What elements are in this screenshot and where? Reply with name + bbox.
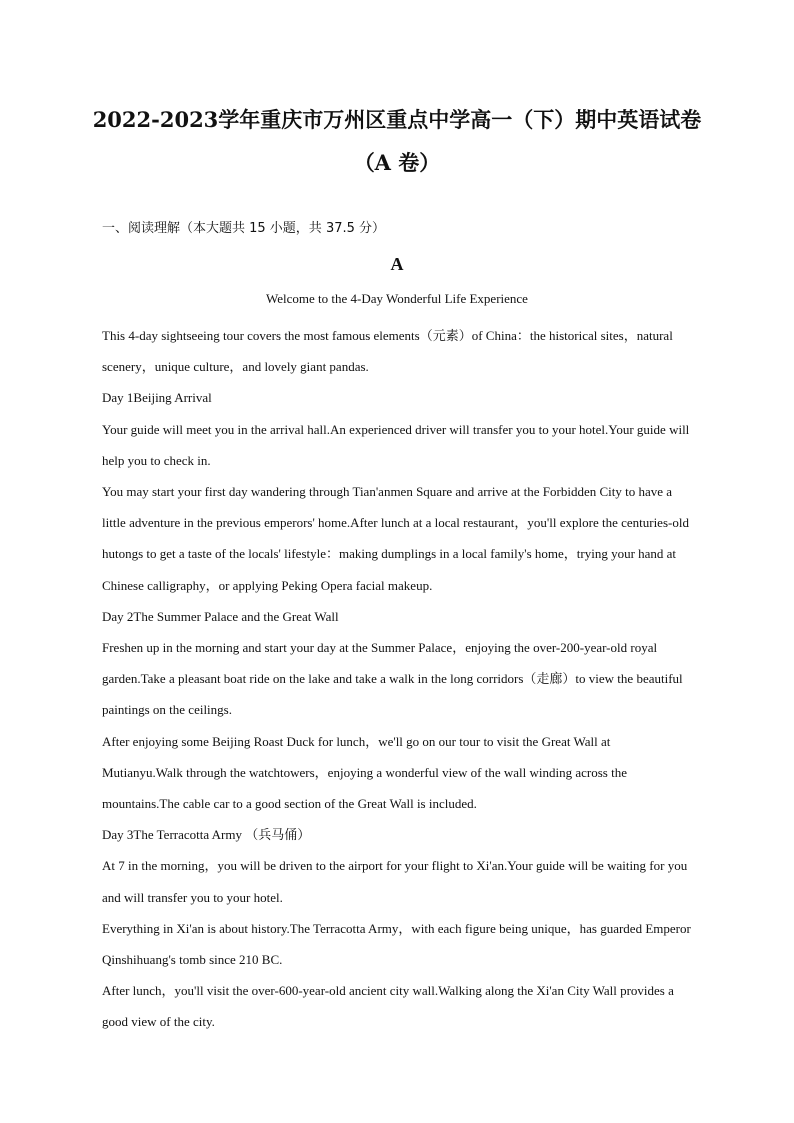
exam-title: 2022-2023学年重庆市万州区重点中学高一（下）期中英语试卷 xyxy=(92,107,702,132)
day-1-paragraph-1: Your guide will meet you in the arrival hall.An experienced driver will transfer you to your hotel.Your guide will help you to check in. xyxy=(102,421,690,468)
day-3-heading: Day 3The Terracotta Army （兵马俑） xyxy=(102,827,311,843)
passage-intro: This 4-day sightseeing tour covers the most famous elements（元素）of China：the historical sites，natural scenery，unique culture，and lovely giant pandas. xyxy=(102,328,673,375)
day-1-paragraph-2: You may start your first day wandering through Tian'anmen Square and arrive at the Forbidden City to have a little adventure in the previous emperors' home.After lunch at a local restaurant，you'll explore the centuries-old hutongs to get a taste of the locals' lifestyle：making dumplings in a local family's home，trying your hand at Chinese calligraphy，or applying Peking Opera facial makeup. xyxy=(102,484,689,593)
day-3-paragraph-2: Everything in Xi'an is about history.The Terracotta Army，with each figure being unique，has guarded Emperor Qinshihuang's tomb since 210 BC. xyxy=(102,920,691,968)
exam-subtitle: （A 卷） xyxy=(353,150,441,175)
day-2-heading: Day 2The Summer Palace and the Great Wall xyxy=(102,608,339,624)
day-1-heading: Day 1Beijing Arrival xyxy=(102,390,212,406)
day-3-paragraph-1: At 7 in the morning，you will be driven to the airport for your flight to Xi'an.Your guide will be waiting for you and will transfer you to your hotel. xyxy=(102,858,688,905)
passage-letter: A xyxy=(390,254,404,274)
day-2-paragraph-2: After enjoying some Beijing Roast Duck for lunch，we'll go on our tour to visit the Great Wall at Mutianyu.Walk through the watchtowers，enjoying a wonderful view of the wall winding across the mountains.The cable car to a good section of the Great Wall is included. xyxy=(102,733,627,812)
passage-title: Welcome to the 4-Day Wonderful Life Experience xyxy=(266,291,528,306)
section-heading: 一、阅读理解（本大题共 15 小题，共 37.5 分） xyxy=(102,221,386,236)
passage-body xyxy=(102,320,694,1038)
day-3-paragraph-3: After lunch，you'll visit the over-600-year-old ancient city wall.Walking along the Xi'an City Wall provides a good view of the city. xyxy=(102,983,674,1030)
day-2-paragraph-1: Freshen up in the morning and start your day at the Summer Palace，enjoying the over-200-year-old royal garden.Take a pleasant boat ride on the lake and take a walk in the long corridors（走廊）to view the beautiful paintings on the ceilings. xyxy=(102,640,683,718)
